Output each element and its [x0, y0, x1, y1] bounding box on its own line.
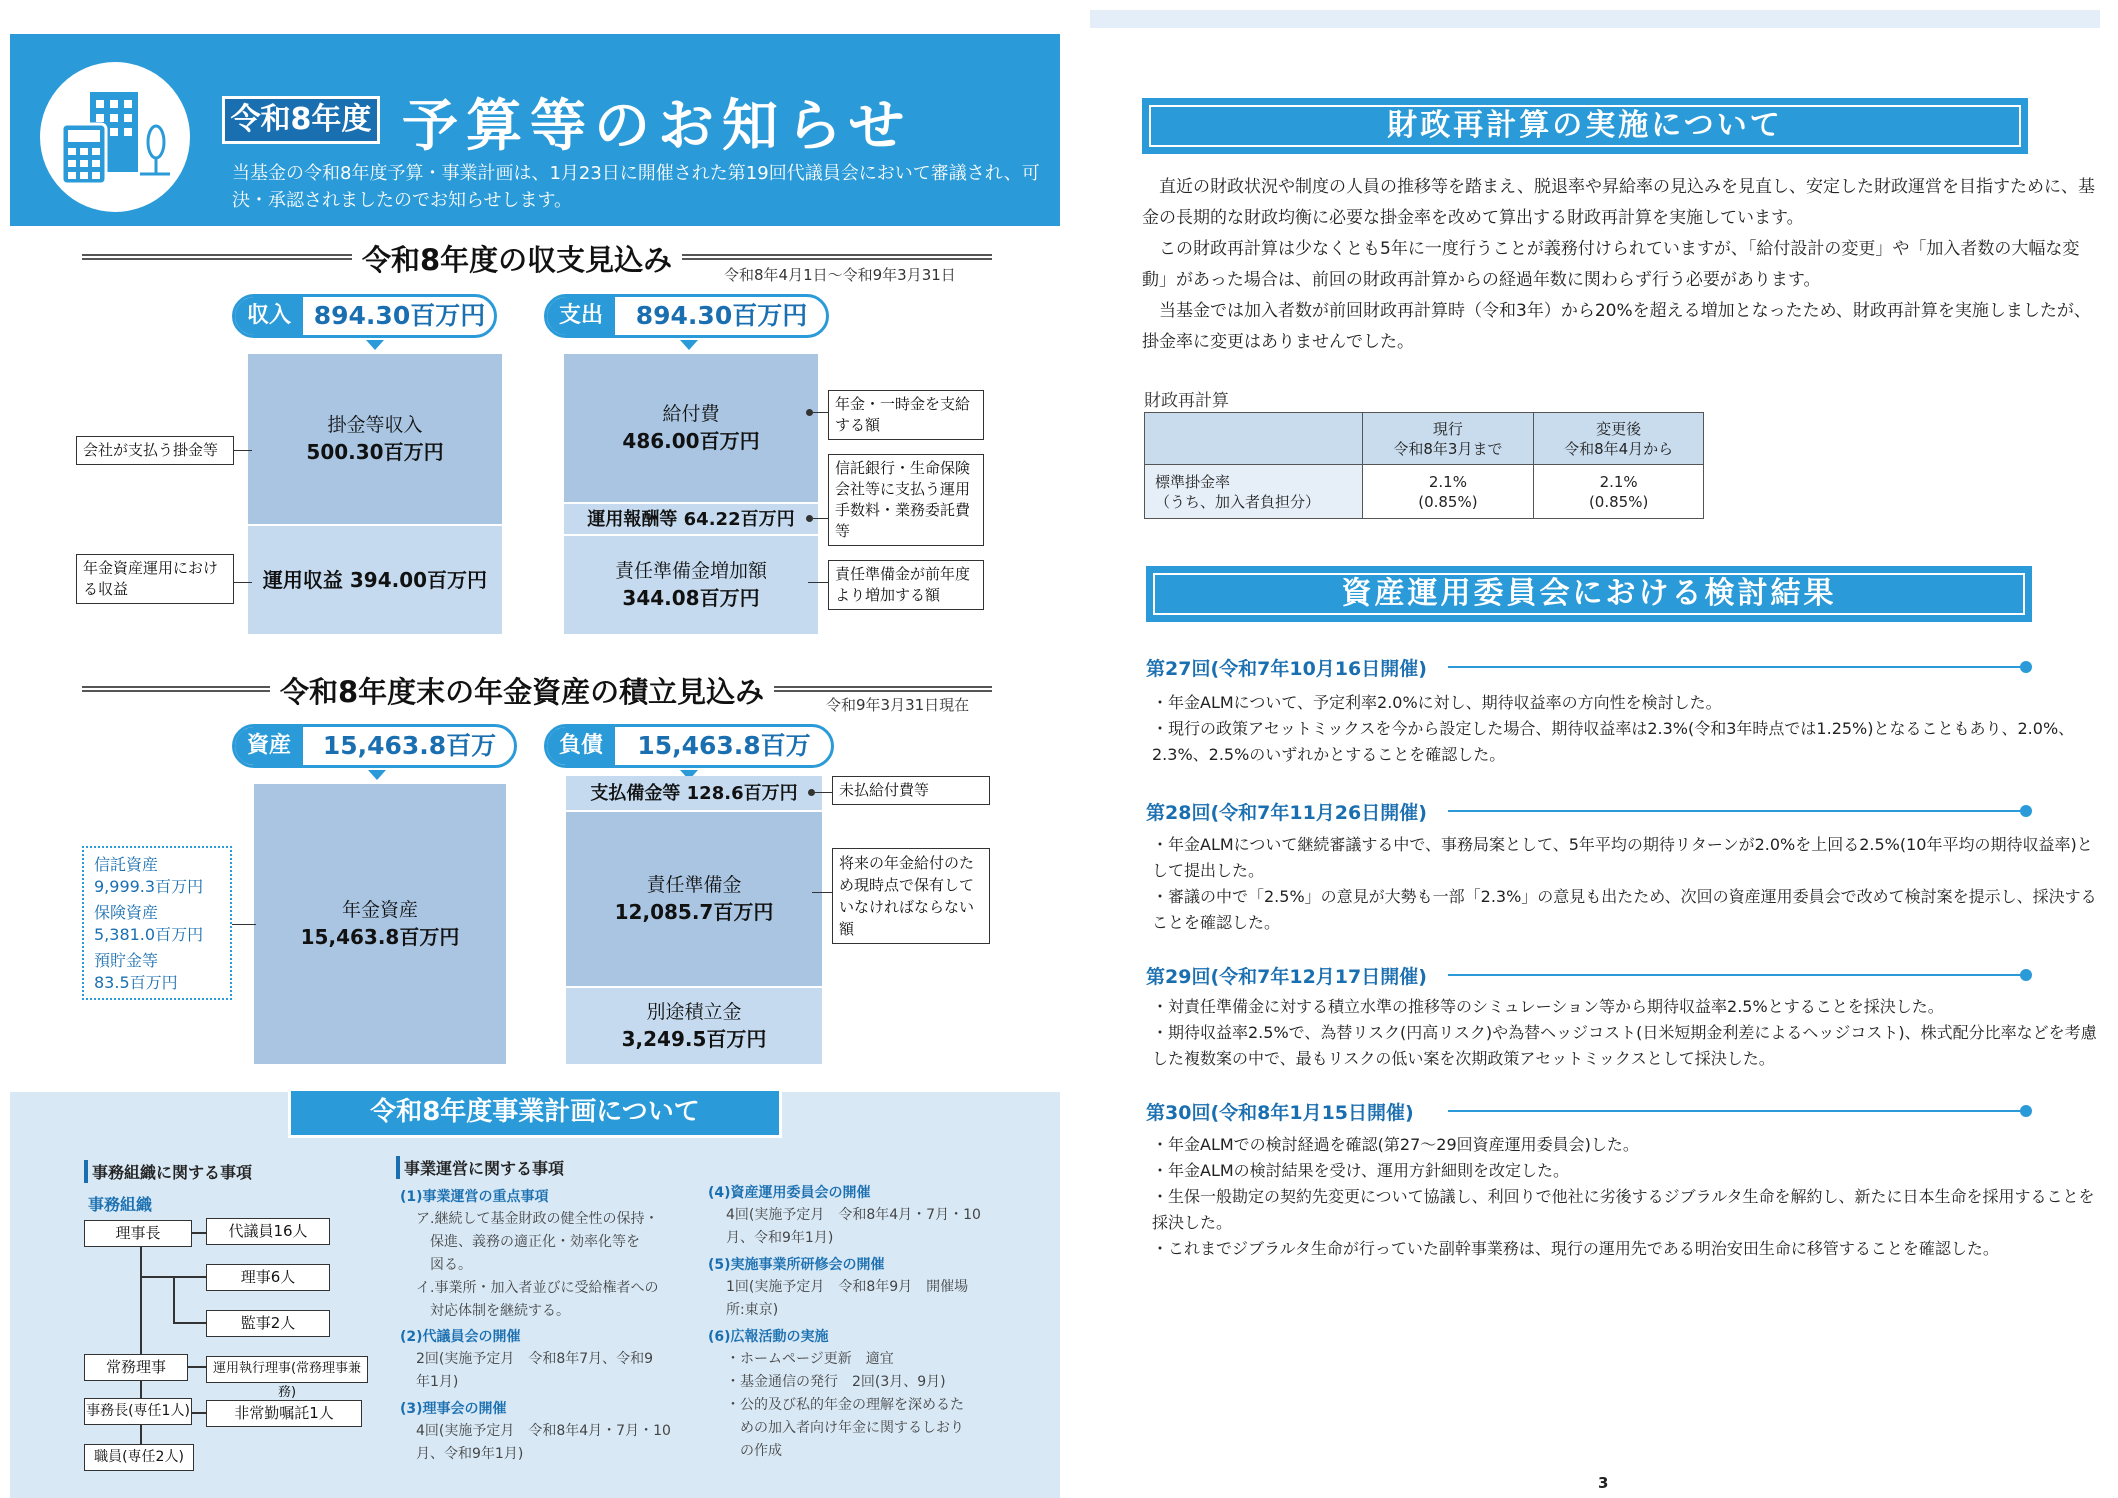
table-corner [1145, 413, 1363, 465]
connector [812, 892, 832, 893]
pension-asset-label: 年金資産 [341, 899, 418, 921]
reserve-increase-label: 責任準備金増加額 [614, 560, 767, 582]
org-directors: 理事6人 [206, 1264, 330, 1291]
contribution-income-amount: 500.30百万円 [306, 440, 444, 464]
meeting-dot [2020, 1105, 2032, 1117]
chevron-down-icon [680, 340, 698, 350]
connector [232, 924, 256, 925]
page-title: 予算等のお知らせ [402, 94, 913, 159]
liability-reserve-block [566, 812, 822, 986]
connector [812, 792, 832, 793]
meeting-dot [2020, 969, 2032, 981]
recalc-table [1144, 412, 1704, 519]
income-total-pill [232, 294, 497, 338]
header-description: 当基金の令和8年度予算・事業計画は、1月23日に開催された第19回代議員会において審議され、可決・承認されましたのでお知らせします。 [232, 163, 1040, 211]
connector [808, 582, 828, 583]
chevron-down-icon [368, 770, 386, 780]
ops-item-heading: (4)資産運用委員会の開催 [708, 1185, 871, 1201]
org-line [173, 1322, 207, 1324]
special-reserve-label: 別途積立金 [646, 1001, 742, 1023]
chevron-down-icon [366, 340, 384, 350]
benefit-label: 給付費 [662, 403, 720, 425]
connector [234, 582, 252, 583]
trust-asset-value: 9,999.3百万円 [94, 877, 204, 896]
right-page [1070, 0, 2118, 1498]
income-total: 894.30百万円 [313, 301, 486, 330]
org-auditors: 監事2人 [206, 1310, 330, 1337]
liability-reserve-amount: 12,085.7百万円 [614, 900, 774, 924]
recalc-paragraph: この財政再計算は少なくとも5年に一度行うことが義務付けられていますが、「給付設計の変更」や「加入者数の大幅な変動」があった場合は、前回の財政再計算からの経過年数に関わらず行う必要があります。 [1142, 239, 2080, 290]
connector-dot [808, 789, 815, 796]
meeting-heading: 第30回(令和8年1月15日開催) [1146, 1102, 1414, 1124]
investment-income-block [248, 526, 502, 634]
payable-callout: 未払給付費等 [832, 776, 990, 805]
recalc-paragraph: 当基金では加入者数が前回財政再計算時（令和3年）から20%を超える増加となったため、財政再計算を実施しましたが、掛金率に変更はありませんでした。 [1142, 301, 2091, 352]
reserve-increase-callout: 責任準備金が前年度より増加する額 [828, 560, 984, 610]
special-reserve-amount: 3,249.5百万円 [621, 1027, 767, 1051]
notice-header [10, 34, 1060, 226]
asset-total: 15,463.8百万 [322, 731, 497, 760]
meeting-rule [1448, 1110, 2024, 1112]
recalc-body [1142, 172, 2102, 358]
asset-total-pill [232, 724, 517, 768]
meeting-bullets: ・年金ALMについて、予定利率2.0%に対し、期待収益率の方向性を検討した。 ・現行の政策アセットミックスを今から設定した場合、期待収益率は2.3%(令和3年時点では1.25%)となることもあり、2.0%、2.3%、2.5%のいずれかとすることを確認した。 [1152, 693, 2075, 764]
expense-total-pill [544, 294, 829, 338]
liability-total-pill [544, 724, 834, 768]
investment-callout: 年金資産運用における収益 [76, 554, 234, 604]
connector [234, 450, 252, 451]
org-line [140, 1276, 208, 1278]
benefit-callout: 年金・一時金を支給する額 [828, 390, 984, 440]
table-header-current: 現行 令和8年3月まで [1362, 413, 1534, 465]
table-header-after: 変更後 令和8年4月から [1534, 413, 1704, 465]
top-strip [1090, 10, 2100, 28]
business-plan-banner: 令和8年度事業計画について [288, 1088, 782, 1138]
ops-item-text: ・ホームページ更新 適宜 ・基金通信の発行 2回(3月、9月) ・公的及び私的年金の理解を深めるた めの加入者向け年金に関するしおり の作成 [726, 1351, 964, 1459]
table-current-value: 2.1% (0.85%) [1362, 465, 1534, 519]
liability-total: 15,463.8百万 [637, 731, 811, 760]
liability-reserve-callout: 将来の年金給付のため現時点で保有していなければならない額 [832, 848, 990, 944]
ops-item-heading: (5)実施事業所研修会の開催 [708, 1257, 885, 1273]
trust-asset-name: 信託資産 [94, 855, 159, 874]
org-parttime: 非常勤嘱託1人 [206, 1400, 362, 1427]
recalc-table-caption: 財政再計算 [1144, 391, 1229, 411]
org-line [188, 1366, 206, 1368]
org-subheading: 事務組織 [88, 1195, 153, 1214]
asset-tag: 資産 [235, 727, 303, 765]
committee-banner [1146, 566, 2032, 622]
org-chairman: 理事長 [84, 1220, 192, 1247]
meeting-rule [1448, 810, 2024, 812]
org-line [173, 1276, 175, 1324]
org-delegates: 代議員16人 [206, 1218, 330, 1245]
org-staff: 職員(専任2人) [84, 1444, 194, 1471]
org-exec-director: 運用執行理事(常務理事兼務) [206, 1356, 368, 1383]
ops-item-heading: (2)代議員会の開催 [400, 1329, 521, 1345]
meeting-rule [1448, 974, 2024, 976]
deposit-asset-name: 預貯金等 [94, 951, 159, 970]
payable-label: 支払備金等 128.6百万円 [590, 782, 798, 804]
fee-block [564, 504, 818, 534]
table-row-label: 標準掛金率 （うち、加入者負担分） [1145, 465, 1363, 519]
income-tag: 収入 [235, 297, 303, 335]
meeting-bullets: ・対責任準備金に対する積立水準の推移等のシミュレーション等から期待収益率2.5%とすることを採決した。 ・期待収益率2.5%で、為替リスク(円高リスク)や為替ヘッジコスト(日米短期金利差によるヘッジコスト)、株式配分比率などを考慮した複数案の中で、最もリスクの低い案を次期政策アセットミックスとして採決した。 [1152, 997, 2097, 1068]
insurance-asset-name: 保険資産 [94, 903, 159, 922]
ops-item-text: ア.継続して基金財政の健全性の保持・ 保進、義務の適正化・効率化等を 図る。 イ.事業所・加入者並びに受給権者への 対応体制を継続する。 [416, 1211, 659, 1319]
org-secretary: 事務長(専任1人) [84, 1398, 192, 1425]
benefit-amount: 486.00百万円 [622, 429, 760, 453]
expense-total: 894.30百万円 [635, 301, 808, 330]
ops-item-heading: (3)理事会の開催 [400, 1401, 507, 1417]
meeting-heading: 第29回(令和7年12月17日開催) [1146, 966, 1427, 988]
connector-dot [806, 515, 813, 522]
ops-item-text: 1回(実施予定月 令和8年9月 開催場 所:東京) [726, 1279, 969, 1318]
liability-tag: 負債 [547, 727, 615, 765]
assets-title: 令和8年度末の年金資産の積立見込み [270, 670, 774, 711]
meeting-heading: 第27回(令和7年10月16日開催) [1146, 658, 1427, 680]
meeting-dot [2020, 661, 2032, 673]
org-executive: 常務理事 [84, 1354, 188, 1381]
investment-income-label: 運用収益 394.00百万円 [262, 567, 488, 592]
ops-item-heading: (1)事業運営の重点事項 [400, 1189, 549, 1205]
contribution-income-label: 掛金等収入 [327, 414, 423, 436]
building-calculator-icon [40, 62, 190, 212]
year-badge: 令和8年度 [222, 96, 380, 144]
meeting-rule [1448, 666, 2024, 668]
meeting-bullets: ・年金ALMでの検討経過を確認(第27～29回資産運用委員会)した。 ・年金ALMの検討結果を受け、運用方針細則を改定した。 ・生保一般勘定の契約先変更について協議し、利回りで他社に劣後するジブラルタ生命を解約し、新たに日本生命を採用することを採決した。 ・これまでジブラルタ生命が行っていた副幹事業務は、現行の運用先である明治安田生命に移管することを確認した。 [1152, 1135, 2095, 1258]
recalc-banner [1142, 98, 2028, 154]
asset-breakdown [82, 846, 232, 1000]
insurance-asset-value: 5,381.0百万円 [94, 925, 204, 944]
fee-callout: 信託銀行・生命保険会社等に支払う運用手数料・業務委託費等 [828, 454, 984, 546]
recalc-paragraph: 直近の財政状況や制度の人員の推移等を踏まえ、脱退率や昇給率の見込みを見直し、安定した財政運営を目指すために、基金の長期的な財政均衡に必要な掛金率を改めて算出する財政再計算を実施しています。 [1142, 177, 2096, 228]
deposit-asset-value: 83.5百万円 [94, 973, 178, 992]
pension-asset-amount: 15,463.8百万円 [300, 925, 460, 949]
assets-as-of: 令和9年3月31日現在 [826, 696, 970, 714]
reserve-increase-block [564, 536, 818, 634]
benefit-block [564, 354, 818, 502]
meeting-dot [2020, 805, 2032, 817]
special-reserve-block [566, 988, 822, 1064]
committee-banner-title: 資産運用委員会における検討結果 [1153, 573, 2025, 615]
income-expense-period: 令和8年4月1日～令和9年3月31日 [724, 266, 956, 284]
meeting-bullets: ・年金ALMについて継続審議する中で、事務局案として、5年平均の期待リターンが2.0%を上回る2.5%(10年平均の期待収益率)として提出した。 ・審議の中で「2.5%」の意見が大勢も一部「2.3%」の意見も出たため、次回の資産運用委員会で改めて検討案を提示し、採決することを確認した。 [1152, 835, 2097, 932]
connector-dot [806, 409, 813, 416]
contribution-income-block [248, 354, 502, 524]
page-number: 3 [1598, 1474, 1609, 1492]
reserve-increase-amount: 344.08百万円 [622, 586, 760, 610]
ops-heading: 事業運営に関する事項 [396, 1156, 564, 1179]
contribution-callout: 会社が支払う掛金等 [76, 436, 234, 465]
ops-item-text: 2回(実施予定月 令和8年7月、令和9 年1月) [416, 1351, 654, 1390]
expense-tag: 支出 [547, 297, 615, 335]
ops-item-text: 4回(実施予定月 令和8年4月・7月・10 月、令和9年1月) [726, 1207, 981, 1246]
pension-asset-block [254, 784, 506, 1064]
org-heading: 事務組織に関する事項 [84, 1160, 252, 1183]
fee-label: 運用報酬等 64.22百万円 [587, 508, 795, 530]
liability-reserve-label: 責任準備金 [646, 874, 742, 896]
meeting-heading: 第28回(令和7年11月26日開催) [1146, 802, 1427, 824]
income-expense-title: 令和8年度の収支見込み [352, 238, 682, 279]
table-after-value: 2.1% (0.85%) [1534, 465, 1704, 519]
payable-block [566, 776, 822, 810]
recalc-banner-title: 財政再計算の実施について [1149, 105, 2021, 147]
ops-item-text: 4回(実施予定月 令和8年4月・7月・10 月、令和9年1月) [416, 1423, 671, 1462]
ops-item-heading: (6)広報活動の実施 [708, 1329, 829, 1345]
